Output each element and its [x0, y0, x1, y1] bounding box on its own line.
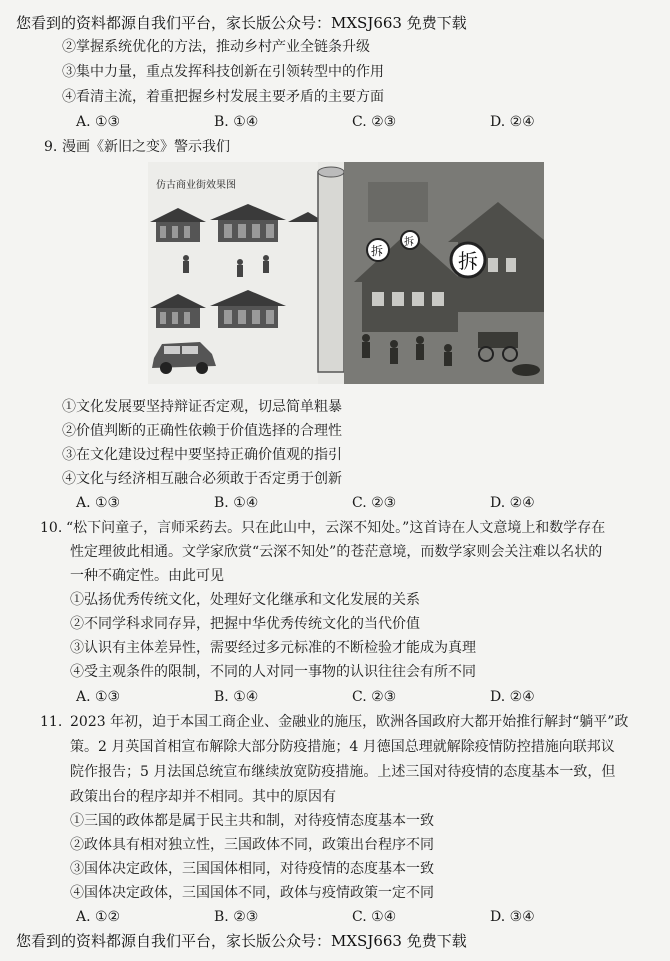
q9-option-d: D. ②④: [490, 495, 535, 511]
q10-option-c: C. ②③: [352, 689, 397, 705]
q11-stem-line-2: 策。2 月英国首相宣布解除大部分防疫措施；4 月德国总理就解除疫情防控措施向联邦议: [70, 739, 615, 755]
q8-option-b: B. ①④: [214, 114, 259, 130]
q9-option-b: B. ①④: [214, 495, 259, 511]
q10-item-4: ④受主观条件的限制，不同的人对同一事物的认识往往会有所不同: [70, 664, 476, 680]
watermark-header: 您看到的资料都源自我们平台，家长版公众号：MXSJ663 免费下载: [16, 14, 467, 32]
q11-stem-line-4: 政策出台的程序却并不相同。其中的原因有: [70, 789, 336, 805]
q8-item-4: ④看清主流，着重把握乡村发展主要矛盾的主要方面: [62, 89, 384, 105]
q11-stem-line-1: 2023 年初，迫于本国工商企业、金融业的施压，欧洲各国政府大都开始推行解封“躺平”政: [70, 714, 629, 730]
q11-number: 11.: [40, 714, 63, 730]
q8-item-2: ②掌握系统优化的方法，推动乡村产业全链条升级: [62, 39, 370, 55]
q11-option-b: B. ②③: [214, 909, 259, 925]
q8-item-3: ③集中力量，重点发挥科技创新在引领转型中的作用: [62, 64, 384, 80]
q9-number: 9.: [44, 139, 58, 155]
watermark-footer: 您看到的资料都源自我们平台，家长版公众号：MXSJ663 免费下载: [16, 932, 467, 950]
q9-item-1: ①文化发展要坚持辩证否定观，切忌简单粗暴: [62, 399, 342, 415]
q10-option-a: A. ①③: [76, 689, 121, 705]
q10-stem-line-1: “松下问童子，言师采药去。只在此山中，云深不知处。”这首诗在人文意境上和数学存在: [66, 520, 606, 536]
q10-stem-line-2: 性定理彼此相通。文学家欣赏“云深不知处”的苍茫意境，而数学家则会关注难以名状的: [70, 544, 603, 560]
q11-item-3: ③国体决定政体，三国国体相同，对待疫情的态度基本一致: [70, 861, 434, 877]
cartoon-caption: 仿古商业街效果图: [156, 180, 236, 191]
svg-text:拆: 拆: [458, 249, 478, 273]
q11-item-1: ①三国的政体都是属于民主共和制，对待疫情态度基本一致: [70, 813, 434, 829]
q9-option-c: C. ②③: [352, 495, 397, 511]
q10-stem-line-3: 一种不确定性。由此可见: [70, 568, 224, 584]
q9-option-a: A. ①③: [76, 495, 121, 511]
q11-option-a: A. ①②: [76, 909, 121, 925]
q10-item-1: ①弘扬优秀传统文化，处理好文化继承和文化发展的关系: [70, 592, 420, 608]
q9-item-2: ②价值判断的正确性依赖于价值选择的合理性: [62, 423, 342, 439]
svg-text:拆: 拆: [404, 237, 414, 248]
q8-option-c: C. ②③: [352, 114, 397, 130]
q11-item-2: ②政体具有相对独立性，三国政体不同，政策出台程序不同: [70, 837, 434, 853]
q10-item-2: ②不同学科求同存异，把握中华优秀传统文化的当代价值: [70, 616, 420, 632]
svg-text:拆: 拆: [371, 244, 384, 258]
q10-number: 10.: [40, 520, 63, 536]
q10-option-d: D. ②④: [490, 689, 535, 705]
q9-item-4: ④文化与经济相互融合必须敢于否定勇于创新: [62, 471, 342, 487]
q11-option-c: C. ①④: [352, 909, 397, 925]
q10-option-b: B. ①④: [214, 689, 259, 705]
q8-option-d: D. ②④: [490, 114, 535, 130]
q10-item-3: ③认识有主体差异性，需要经过多元标准的不断检验才能成为真理: [70, 640, 476, 656]
q8-option-a: A. ①③: [76, 114, 121, 130]
q9-stem: 漫画《新旧之变》警示我们: [62, 139, 230, 155]
cartoon-new-old-change: [148, 162, 544, 384]
q11-option-d: D. ③④: [490, 909, 535, 925]
q9-item-3: ③在文化建设过程中要坚持正确价值观的指引: [62, 447, 342, 463]
q11-stem-line-3: 院作报告；5 月法国总统宣布继续放宽防疫措施。上述三国对待疫情的态度基本一致，但: [70, 764, 616, 780]
q11-item-4: ④国体决定政体，三国国体不同，政体与疫情政策一定不同: [70, 885, 434, 901]
